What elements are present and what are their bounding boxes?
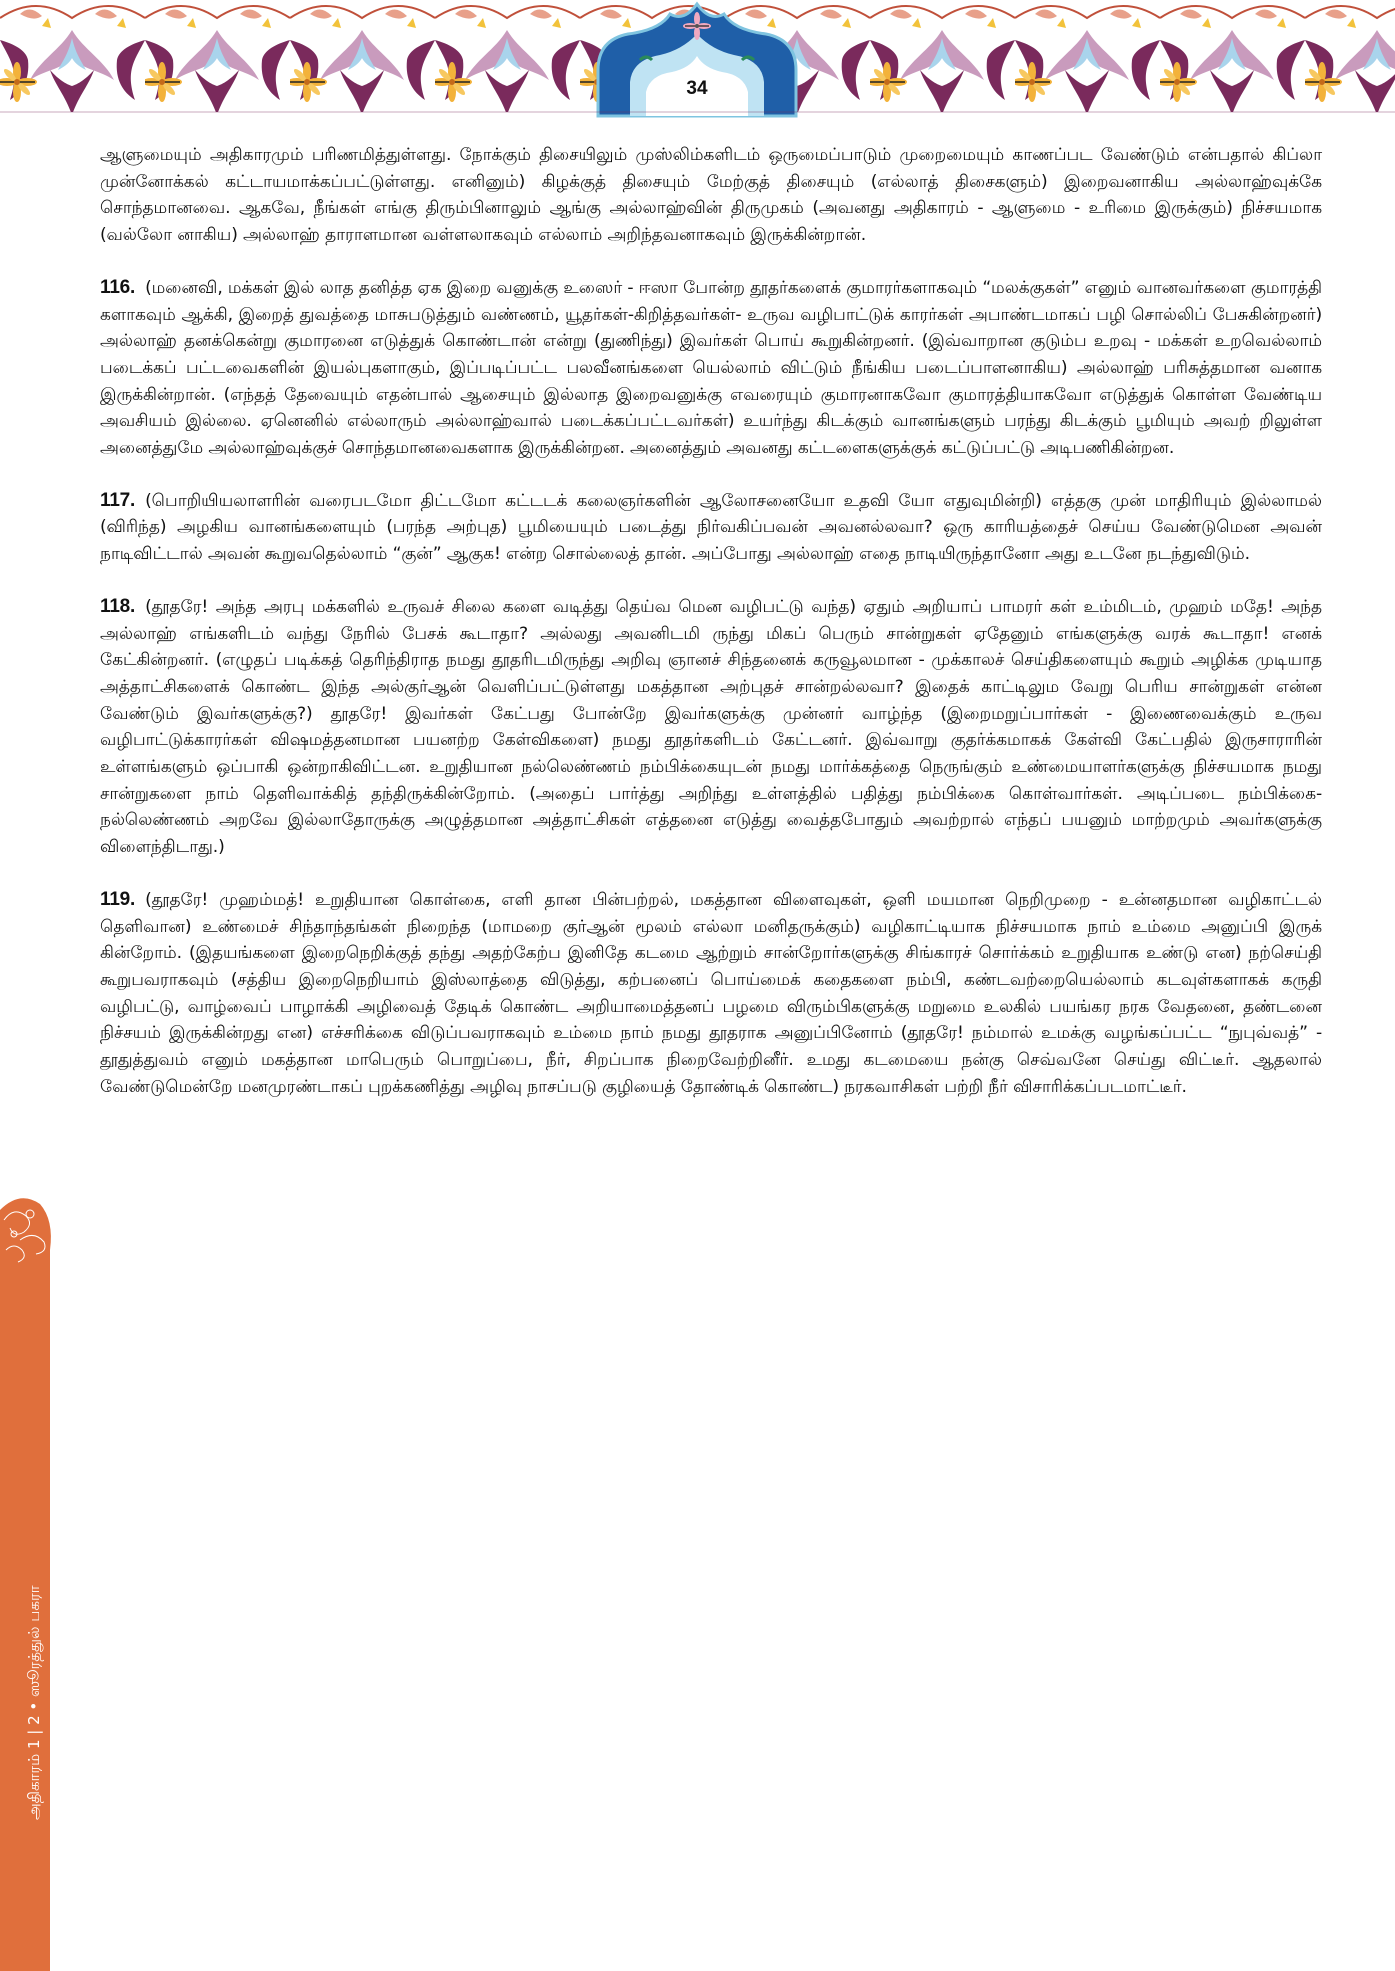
- page-content: [100, 142, 1322, 1127]
- sidebar-ornament-icon: [0, 1190, 54, 1270]
- paragraph-text: (தூதரே! அந்த அரபு மக்களில் உருவச் சிலை களை வடித்து தெய்வ மென வழிபட்டு வந்த) ஏதும் அறியாப் பாமரர் கள் உம்மிடம், முஹம் மதே! அந்த அல்லாஹ் எங்களிடம் வந்து நேரில் பேசக் கூடாதா? அல்லது அவனிடமி ருந்து மிகப் பெரும் சான்றுகள் ஏதேனும் எங்களுக்கு வரக் கூடாதா! எனக் கேட்கின்றனர். (எழுதப் படிக்கத் தெரிந்திராத நமது தூதரிடமிருந்து அறிவு ஞானச் சிந்தனைக் கருவூலமான - முக்காலச் செய்திகளையும் கூறும் அழிக்க முடியாத அத்தாட்சிகளைக் கொண்ட இந்த அல்குர்ஆன் வெளிப்பட்டுள்ளது மகத்தான அற்புதச் சான்றல்லவா? இதைக் காட்டிலும வேறு பெரிய சான்றுகள் என்ன வேண்டும் இவர்களுக்கு?) தூதரே! இவர்கள் கேட்பது போன்றே இவர்களுக்கு முன்னர் வாழ்ந்த (இறைமறுப்பார்கள் - இணைவைக்கும் உருவ வழிபாட்டுக்காரர்கள் விஷமத்தனமான பயனற்ற கேள்விகளை) நமது தூதர்களிடம் கேட்டனர். இவ்வாறு குதர்க்கமாகக் கேள்வி கேட்பதில் இருசாராரின் உள்ளங்களும் ஒப்பாகி ஒன்றாகிவிட்டன. உறுதியான நல்லெண்ணம் நம்பிக்கையுடன் நமது மார்க்கத்தை நெருங்கும் உண்மையாளர்களுக்கு நிச்சயமாக நமது சான்றுகளை நாம் தெளிவாக்கித் தந்திருக்கின்றோம். (அதைப் பார்த்து அறிந்து உள்ளத்தில் பதித்து நம்பிக்கை கொள்வார்கள். அடிப்படை நம்பிக்கை-நல்லெண்ணம் அறவே இல்லாதோருக்கு அழுத்தமான அத்தாட்சிகள் எத்தனை எடுத்து வைத்தபோதும் அவற்றால் எந்தப் பயனும் மாற்றமும் அவர்களுக்கு விளைந்திடாது.): [100, 596, 1322, 858]
- verse-119: [100, 887, 1322, 1101]
- verse-118: [100, 594, 1322, 861]
- paragraph-continuation: [100, 142, 1322, 249]
- paragraph-text: ஆளுமையும் அதிகாரமும் பரிணமித்துள்ளது. நோக்கும் திசையிலும் முஸ்லிம்களிடம் ஒருமைப்பாடும் முறைமையும் காணப்பட வேண்டும் என்பதால் கிப்லா முன்னோக்கல் கட்டாயமாக்கப்பட்டுள்ளது. எனினும்) கிழக்குத் திசையும் மேற்குத் திசையும் (எல்லாத் திசைகளும்) இறைவனாகிய அல்லாஹ்வுக்கே சொந்தமானவை. ஆகவே, நீங்கள் எங்கு திரும்பினாலும் ஆங்கு அல்லாஹ்வின் திருமுகம் (அவனது அதிகாரம் - ஆளுமை - உரிமை இருக்கும்) நிச்சயமாக (வல்லோ னாகிய) அல்லாஹ் தாராளமான வள்ளலாகவும் எல்லாம் அறிந்தவனாகவும் இருக்கின்றான்.: [100, 145, 1322, 246]
- decorative-header-border: [0, 0, 1395, 118]
- verse-number: 117.: [100, 489, 136, 511]
- paragraph-text: (தூதரே! முஹம்மத்! உறுதியான கொள்கை, எளி தான பின்பற்றல், மகத்தான விளைவுகள், ஒளி மயமான நெறிமுறை - உன்னதமான வழிகாட்டல் தெளிவான) உண்மைச் சிந்தாந்தங்கள் நிறைந்த (மாமறை குர்ஆன் மூலம் எல்லா மனிதருக்கும்) வழிகாட்டியாக நிச்சயமாக நாம் உம்மை அனுப்பி இருக் கின்றோம். (இதயங்களை இறைநெறிக்குத் தந்து அதற்கேற்ப இனிதே கடமை ஆற்றும் சான்றோர்களுக்கு சிங்காரச் சொர்க்கம் உறுதியாக உண்டு என) நற்செய்தி கூறுபவராகவும் (சத்திய இறைநெறியாம் இஸ்லாத்தை விடுத்து, கற்பனைப் பொய்மைக் கதைகளை நம்பி, கண்டவற்றையெல்லாம் கடவுள்களாகக் கருதி வழிபட்டு, வாழ்வைப் பாழாக்கி அழிவைத் தேடிக் கொண்ட அறியாமைத்தனப் பழமை விரும்பிகளுக்கு மறுமை உலகில் பயங்கர நரக வேதனை, தண்டனை நிச்சயம் இருக்கின்றது என) எச்சரிக்கை விடுப்பவராகவும் உம்மை நாம் நமது தூதராக அனுப்பினோம் (தூதரே! நம்மால் உமக்கு வழங்கப்பட்ட “நுபுவ்வத்” - தூதுத்துவம் எனும் மகத்தான மாபெரும் பொறுப்பை, நீர், சிறப்பாக நிறைவேற்றினீர். உமது கடமையை நன்கு செவ்வனே செய்து விட்டீர். ஆதலால் வேண்டுமென்றே மனமுரண்டாகப் புறக்கணித்து அழிவு நாசப்படு குழியைத் தோண்டிக் கொண்ட) நரகவாசிகள் பற்றி நீர் விசாரிக்கப்படமாட்டீர்.: [100, 889, 1322, 1097]
- floral-ornament-icon: [0, 0, 1395, 118]
- paragraph-text: (பொறியியலாளரின் வரைபடமோ திட்டமோ கட்டடக் கலைஞர்களின் ஆலோசனையோ உதவி யோ எதுவுமின்றி) எத்தகு முன் மாதிரியும் இல்லாமல் (விரிந்த) அழகிய வானங்களையும் (பரந்த அற்புத) பூமியையும் படைத்து நிர்வகிப்பவன் அவனல்லவா? ஒரு காரியத்தைச் செய்ய வேண்டுமென அவன் நாடிவிட்டால் அவன் கூறுவதெல்லாம் “குன்” ஆகுக! என்ற சொல்லைத் தான். அப்போது அல்லாஹ் எதை நாடியிருந்தானோ அது உடனே நடந்துவிடும்.: [100, 490, 1322, 565]
- verse-number: 119.: [100, 888, 136, 910]
- running-title: அதிகாரம் 1 | 2 • ஸூரத்துல் பகரா: [25, 1585, 43, 1820]
- verse-116: [100, 275, 1322, 462]
- verse-number: 118.: [100, 595, 136, 617]
- verse-117: [100, 488, 1322, 568]
- paragraph-text: (மனைவி, மக்கள் இல் லாத தனித்த ஏக இறை வனுக்கு உஸைர் - ஈஸா போன்ற தூதர்களைக் குமாரர்களாகவும் “மலக்குகள்” எனும் வானவர்களை குமாரத்தி களாகவும் ஆக்கி, இறைத் துவத்தை மாசுபடுத்தும் வண்ணம், யூதர்கள்-கிறித்தவர்கள்- உருவ வழிபாட்டுக் காரர்கள் அபாண்டமாகப் பழி சொல்லிப் பேசுகின்றனர்) அல்லாஹ் தனக்கென்று குமாரனை எடுத்துக் கொண்டான் என்று (துணிந்து) இவர்கள் பொய் கூறுகின்றனர். (இவ்வாறான குடும்ப உறவு - மக்கள் உறவெல்லாம் படைக்கப் பட்டவைகளின் இயல்புகளாகும், இப்படிப்பட்ட பலவீனங்களை யெல்லாம் விட்டும் நீங்கிய படைப்பாளனாகிய) அல்லாஹ் பரிசுத்தமான வனாக இருக்கின்றான். (எந்தத் தேவையும் எதன்பால் ஆசையும் இல்லாத இறைவனுக்கு எவரையும் குமாரனாகவோ குமாரத்தியாகவோ எடுத்துக் கொள்ள வேண்டிய அவசியம் இல்லை. ஏனெனில் எல்லாரும் அல்லாஹ்வால் படைக்கப்பட்டவர்கள்) உயர்ந்து கிடக்கும் வானங்களும் பரந்து கிடக்கும் பூமியும் அவற் றிலுள்ள அனைத்துமே அல்லாஹ்வுக்குச் சொந்தமானவைகளாக இருக்கின்றன. அனைத்தும் அவனது கட்டளைகளுக்குக் கட்டுப்பட்டு அடிபணிகின்றன.: [100, 277, 1322, 459]
- page-number: 34: [686, 78, 708, 99]
- verse-number: 116.: [100, 276, 136, 298]
